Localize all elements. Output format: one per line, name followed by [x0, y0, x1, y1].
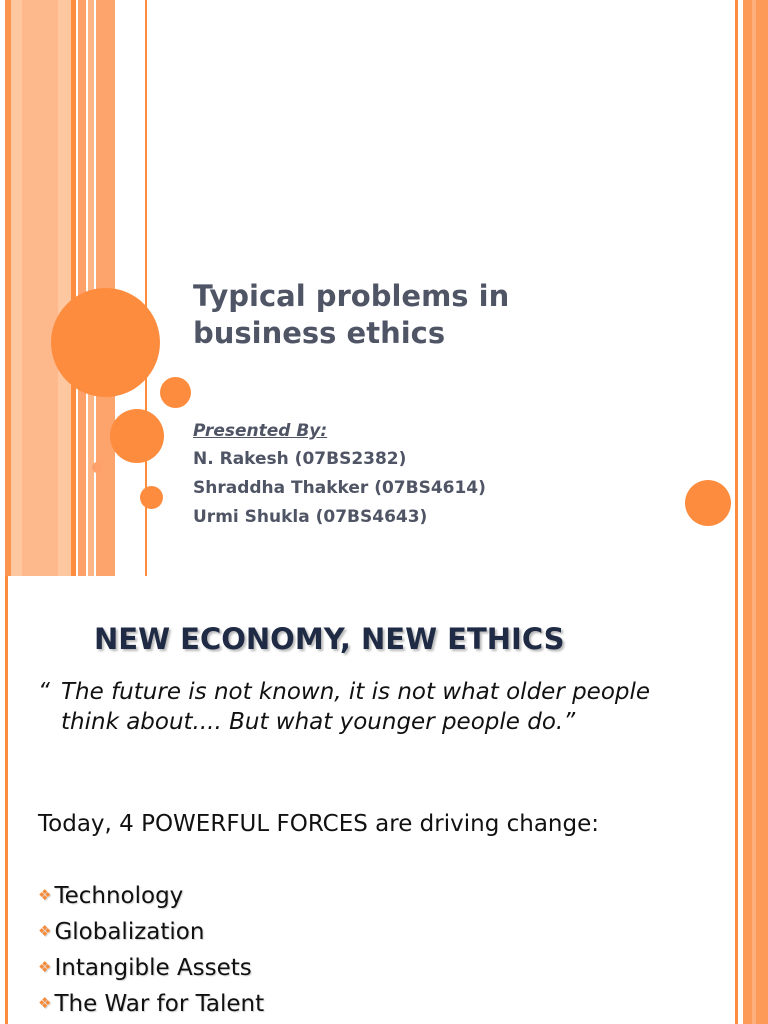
- right-band-thin-2: [735, 576, 738, 1024]
- quote-open-mark: “: [38, 679, 50, 705]
- diamond-cluster-icon: ❖: [38, 958, 52, 976]
- force-label: Intangible Assets: [54, 955, 252, 981]
- force-label: Technology: [54, 883, 184, 909]
- content-slide: [0, 576, 768, 1024]
- quote-text: The future is not known, it is not what older people think about.... But what younger people do.”: [61, 679, 651, 735]
- left-band-strip-1: [71, 0, 76, 576]
- presenter-1: N. Rakesh (07BS2382): [193, 449, 407, 469]
- force-item: [38, 919, 204, 945]
- title-line-1: Typical problems in: [193, 279, 510, 313]
- left-band-strip-3: [88, 0, 94, 576]
- force-label: The War for Talent: [54, 991, 265, 1017]
- right-band-thin: [735, 0, 738, 576]
- left-band-edge: [5, 0, 11, 576]
- tiny-circle: [92, 462, 103, 473]
- right-band-stripe-2: [752, 576, 756, 1024]
- forces-intro: Today, 4 POWERFUL FORCES are driving change:: [38, 811, 600, 837]
- medium-circle: [110, 409, 164, 463]
- force-label: Globalization: [54, 919, 205, 945]
- slide-title: [193, 278, 713, 352]
- diamond-cluster-icon: ❖: [38, 922, 52, 940]
- diamond-cluster-icon: ❖: [38, 886, 52, 904]
- left-band-light: [22, 0, 58, 576]
- left-border-line: [5, 576, 8, 1024]
- force-item: [38, 991, 264, 1017]
- slide-heading: NEW ECONOMY, NEW ETHICS: [94, 622, 565, 656]
- large-circle: [51, 288, 160, 397]
- small-circle-1: [160, 377, 191, 408]
- right-circle: [685, 480, 731, 526]
- presenter-2: Shraddha Thakker (07BS4614): [193, 478, 486, 498]
- diamond-cluster-icon: ❖: [38, 994, 52, 1012]
- left-band-strip-2: [78, 0, 86, 576]
- presented-by-label: Presented By:: [193, 421, 328, 441]
- title-line-2: business ethics: [193, 316, 446, 350]
- right-band-stripe: [752, 0, 756, 576]
- presenter-3: Urmi Shukla (07BS4643): [193, 507, 428, 527]
- quote-block: [38, 677, 698, 737]
- small-circle-2: [140, 486, 163, 509]
- force-item: [38, 955, 252, 981]
- force-item: [38, 883, 183, 909]
